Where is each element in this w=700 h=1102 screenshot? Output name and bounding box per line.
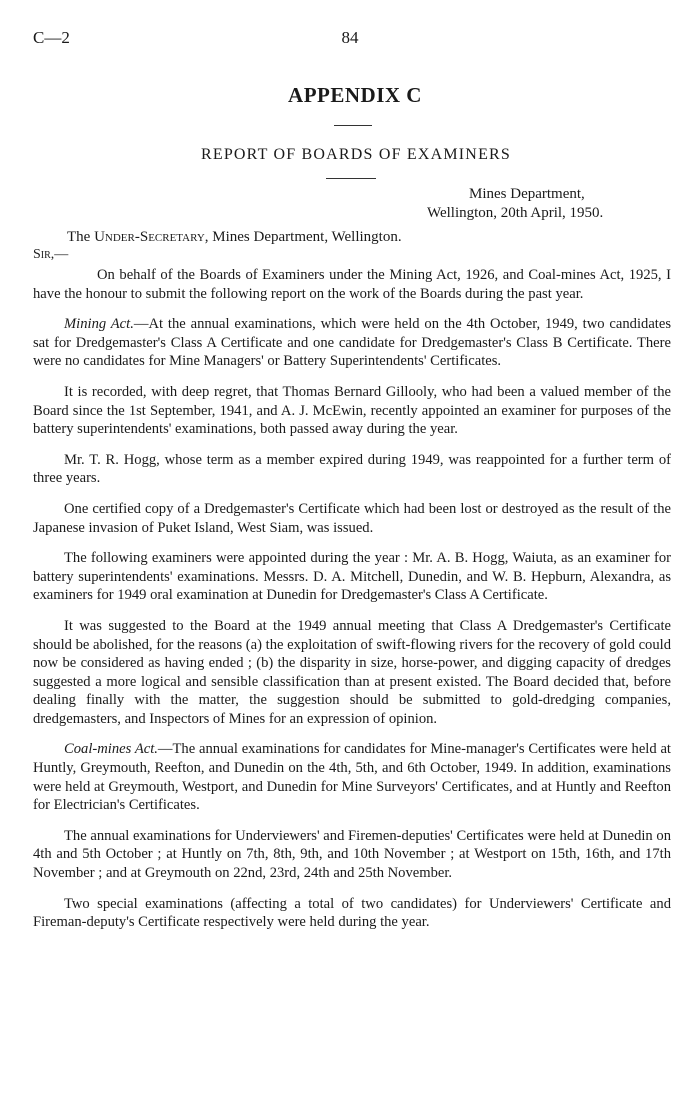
paragraph bbox=[33, 315, 671, 371]
paragraph bbox=[33, 266, 671, 303]
divider bbox=[326, 178, 376, 179]
paragraph bbox=[33, 549, 671, 605]
paragraph-text: The following examiners were appointed during the year : Mr. A. B. Hogg, Waiuta, as an examiner for battery superintendents' examinations. Messrs. D. A. Mitchell, Dunedin, and W. B. Hepburn, Alexandra, as examiners for 1949 oral examination at Dunedin for Dredgemaster's Class A Certificate. bbox=[33, 550, 671, 604]
report-title: REPORT OF BOARDS OF EXAMINERS bbox=[200, 146, 512, 163]
paragraph-text: Two special examinations (affecting a total of two candidates) for Underviewers' Certificate and Fireman-deputy's Certificate respectively were held during the year. bbox=[33, 895, 671, 931]
paragraph bbox=[33, 895, 671, 932]
page-reference: C—2 bbox=[33, 28, 70, 47]
paragraph-text: The annual examinations for Underviewers' and Firemen-deputies' Certificates were held at Dunedin on 4th and 5th October ; at Huntly on 7th, 8th, 9th, and 10th November ; at Westport on 15th, 16th, and 17th November ; and at Greymouth on 22nd, 23rd, 24th and 25th November. bbox=[33, 827, 671, 882]
divider bbox=[334, 125, 372, 126]
paragraph-text: On behalf of the Boards of Examiners under the Mining Act, 1926, and Coal-mines Act, 1925, I have the honour to submit the following report on the work of the Boards during the past year. bbox=[33, 267, 671, 302]
addressee-title: Under-Secretary bbox=[94, 229, 205, 245]
paragraph-text: —The annual examinations for candidates for Mine-manager's Certificates were held at Huntly, Greymouth, Reefton, and Dunedin on the 4th, 5th, and 6th October, 1949. In addition, examinations were held at Greymouth, Westport, and Dunedin for Mine Surveyors' Certificates, and at Huntly and Reefton for Electrician's Certificates. bbox=[33, 741, 671, 814]
report-body bbox=[33, 266, 671, 944]
addressee-rest: , Mines Department, Wellington. bbox=[204, 229, 402, 245]
paragraph bbox=[33, 451, 671, 488]
paragraph-text: —At the annual examinations, which were held on the 4th October, 1949, two candidates sat for Dredgemaster's Class A Certificate and one candidate for Dredgemaster's Class B Certificate. There were no candidates for Mine Managers' or Battery Superintendents' Certificates. bbox=[33, 316, 672, 370]
salutation-sir: Sir,— bbox=[33, 247, 69, 262]
addressee-lead: The bbox=[67, 229, 95, 245]
paragraph bbox=[33, 740, 671, 814]
address-place-date: Wellington, 20th April, 1950. bbox=[427, 205, 604, 221]
paragraph bbox=[33, 827, 671, 883]
paragraph-lead: Coal-mines Act. bbox=[64, 741, 158, 758]
paragraph-text: It was suggested to the Board at the 1949 annual meeting that Class A Dredgemaster's Certificate should be abolished, for the reasons (a) the exploitation of swift-flowing rivers for the recovery of gold could now be considered as having ended ; (b) the disparity in size, horse-power, and digging capacity of dredges suggested a more logical and sensible classification than at present existed. The Board decided that, before dealing finally with the matter, the suggestion should be submitted to gold-dredging companies, dredgemasters, and Inspectors of Mines for an expression of opinion. bbox=[33, 617, 671, 727]
addressee-line bbox=[67, 229, 402, 246]
page-number: 84 bbox=[341, 28, 359, 47]
paragraph bbox=[33, 383, 671, 439]
paragraph-text: It is recorded, with deep regret, that Thomas Bernard Gillooly, who had been a valued member of the Board since the 1st September, 1941, and A. J. McEwin, recently appointed an examiner for purposes of the battery superintendents' examinations, both passed away during the year. bbox=[33, 383, 671, 438]
paragraph-lead: Mining Act. bbox=[64, 316, 134, 333]
appendix-title: APPENDIX C bbox=[288, 83, 422, 107]
paragraph-text: Mr. T. R. Hogg, whose term as a member expired during 1949, was reappointed for a further term of three years. bbox=[33, 451, 671, 487]
paragraph bbox=[33, 617, 671, 729]
paragraph bbox=[33, 500, 671, 537]
address-department: Mines Department, bbox=[469, 186, 585, 202]
paragraph-text: One certified copy of a Dredgemaster's Certificate which had been lost or destroyed as the result of the Japanese invasion of Puket Island, West Siam, was issued. bbox=[33, 500, 671, 536]
